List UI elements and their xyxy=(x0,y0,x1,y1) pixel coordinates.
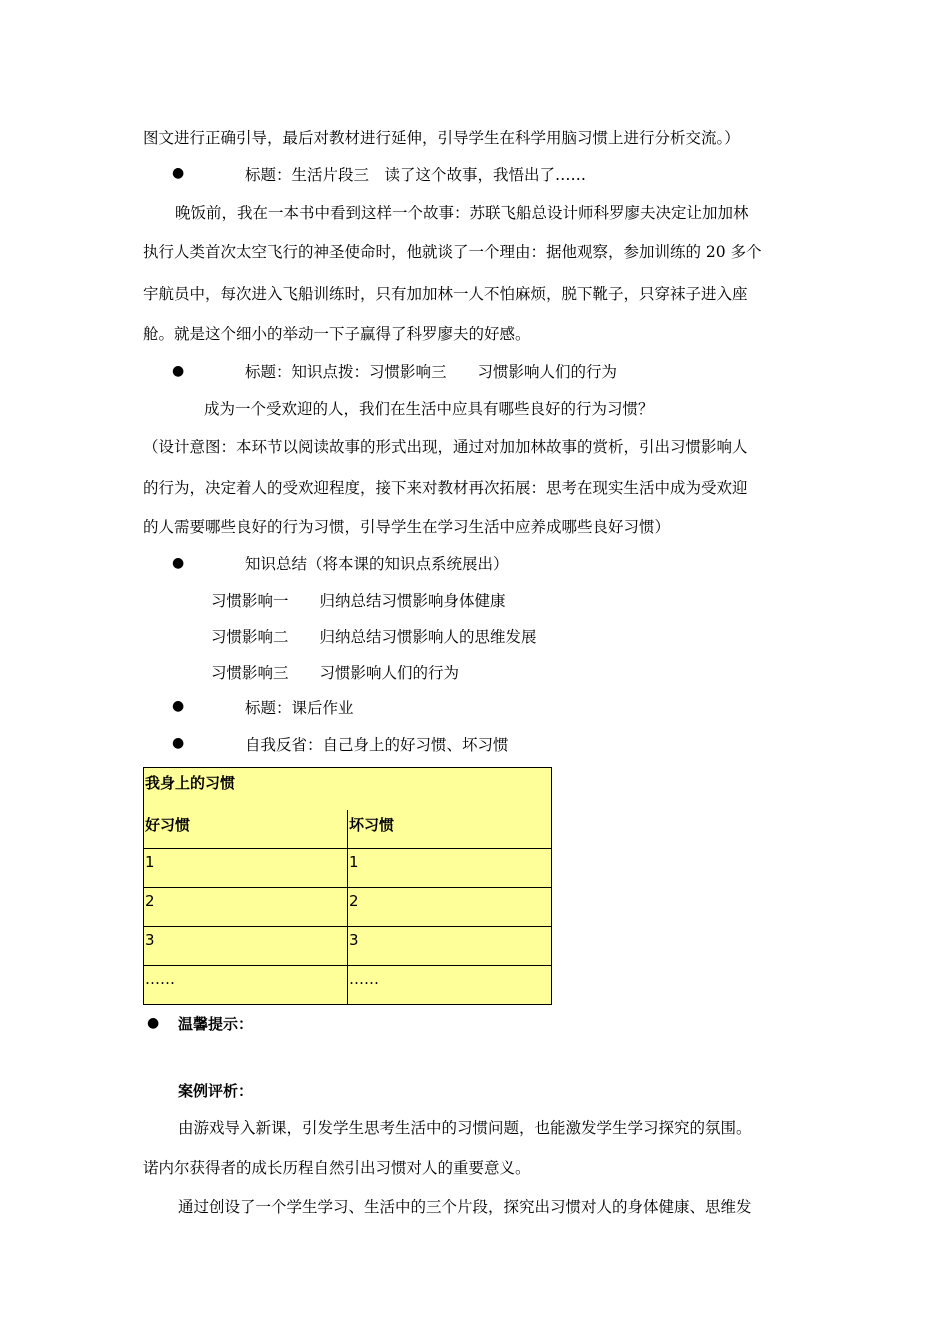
table-header-bad: 坏习惯 xyxy=(348,810,552,849)
paragraph-line: 图文进行正确引导，最后对教材进行延伸，引导学生在科学用脑习惯上进行分析交流。） xyxy=(143,129,740,147)
paragraph-line: 诺内尔获得者的成长历程自然引出习惯对人的重要意义。 xyxy=(143,1159,531,1177)
table-cell: …… xyxy=(144,966,348,1005)
section-heading: 标题：生活片段三 读了这个故事，我悟出了…… xyxy=(245,166,587,184)
bullet-icon: ● xyxy=(147,1015,160,1031)
summary-item: 习惯影响一 归纳总结习惯影响身体健康 xyxy=(211,592,506,610)
paragraph-line: 由游戏导入新课，引发学生思考生活中的习惯问题，也能激发学生学习探究的氛围。 xyxy=(178,1119,752,1137)
table-row xyxy=(144,966,552,1005)
bullet-icon: ● xyxy=(172,555,185,571)
section-heading: 标题：课后作业 xyxy=(245,699,354,717)
bullet-icon: ● xyxy=(172,735,185,751)
table-cell: 2 xyxy=(348,888,552,927)
bullet-icon: ● xyxy=(172,363,185,379)
table-cell: 1 xyxy=(144,849,348,888)
table-row xyxy=(144,888,552,927)
table-header-good: 好习惯 xyxy=(144,810,348,849)
paragraph-line: 晚饭前，我在一本书中看到这样一个故事：苏联飞船总设计师科罗廖夫决定让加加林 xyxy=(175,204,749,222)
habits-table xyxy=(143,767,552,1005)
table-title: 我身上的习惯 xyxy=(144,768,552,811)
case-heading: 案例评析： xyxy=(178,1082,254,1100)
summary-item: 习惯影响三 习惯影响人们的行为 xyxy=(211,664,460,682)
table-cell: 3 xyxy=(348,927,552,966)
section-heading: 知识总结（将本课的知识点系统展出） xyxy=(245,555,509,573)
paragraph-line: 执行人类首次太空飞行的神圣使命时，他就谈了一个理由：据他观察，参加训练的 20 多个 xyxy=(143,243,762,261)
table-row xyxy=(144,849,552,888)
paragraph-line: 的人需要哪些良好的行为习惯，引导学生在学习生活中应养成哪些良好习惯） xyxy=(143,518,671,536)
paragraph-line: 的行为，决定着人的受欢迎程度，接下来对教材再次拓展：思考在现实生活中成为受欢迎 xyxy=(143,479,748,497)
section-heading: 标题：知识点拨：习惯影响三 习惯影响人们的行为 xyxy=(245,363,618,381)
paragraph-line: 成为一个受欢迎的人，我们在生活中应具有哪些良好的行为习惯？ xyxy=(204,400,654,418)
paragraph-line: （设计意图：本环节以阅读故事的形式出现，通过对加加林故事的赏析，引出习惯影响人 xyxy=(143,438,748,456)
table-cell: 2 xyxy=(144,888,348,927)
paragraph-line: 宇航员中，每次进入飞船训练时，只有加加林一人不怕麻烦，脱下靴子，只穿袜子进入座 xyxy=(143,285,748,303)
table-cell: …… xyxy=(348,966,552,1005)
section-heading: 自我反省：自己身上的好习惯、坏习惯 xyxy=(245,736,509,754)
bullet-icon: ● xyxy=(172,698,185,714)
table-row xyxy=(144,927,552,966)
table-cell: 1 xyxy=(348,849,552,888)
paragraph-line: 舱。就是这个细小的举动一下子赢得了科罗廖夫的好感。 xyxy=(143,325,531,343)
paragraph-line: 通过创设了一个学生学习、生活中的三个片段，探究出习惯对人的身体健康、思维发 xyxy=(178,1198,752,1216)
table-cell: 3 xyxy=(144,927,348,966)
summary-item: 习惯影响二 归纳总结习惯影响人的思维发展 xyxy=(211,628,537,646)
tip-heading: 温馨提示： xyxy=(178,1015,254,1033)
bullet-icon: ● xyxy=(172,165,185,181)
